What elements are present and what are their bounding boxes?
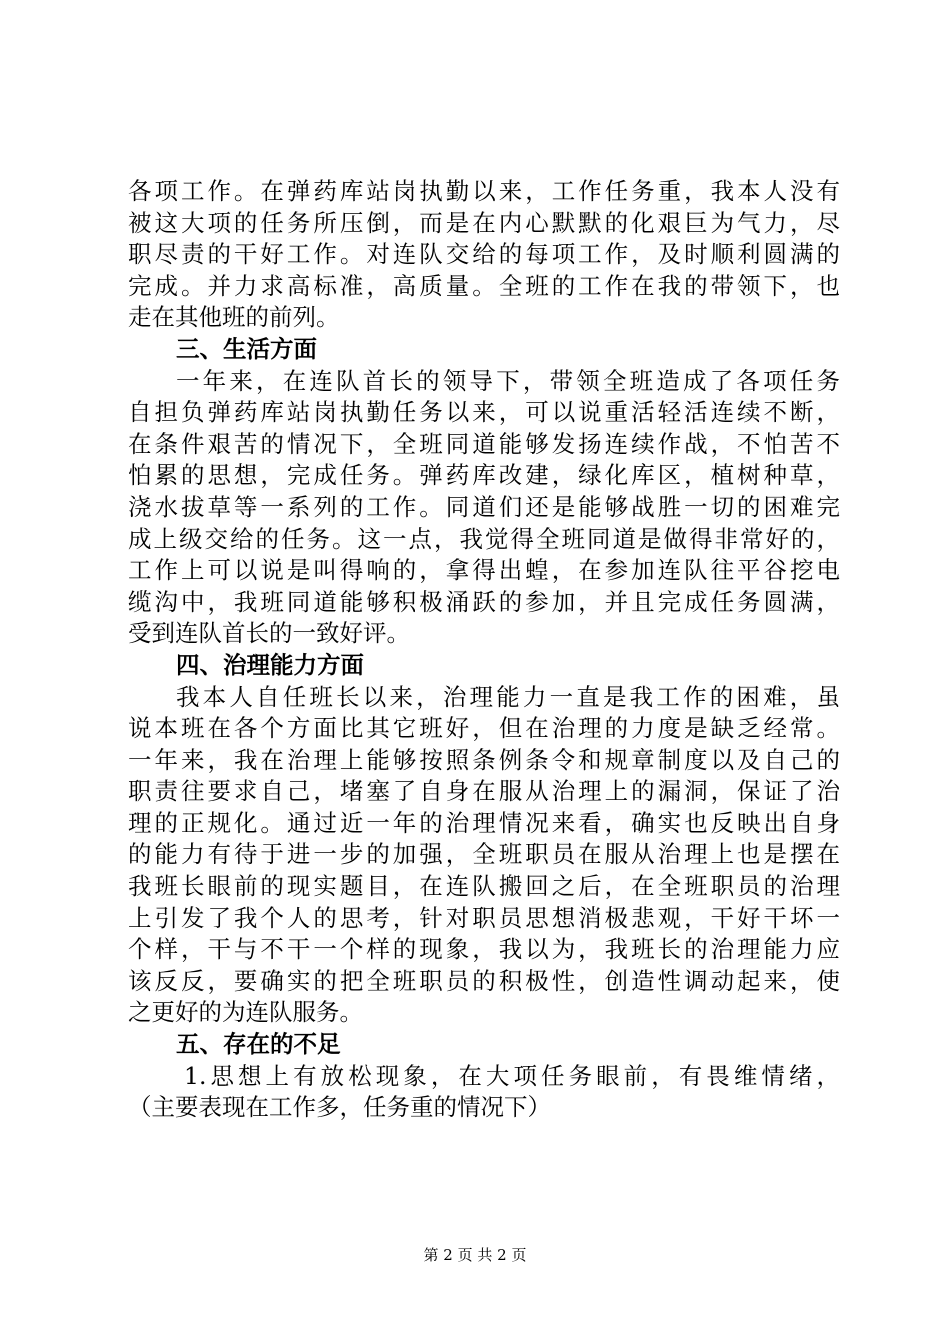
body-text-line: 浇水拔草等一系列的工作。同道们还是能够战胜一切的困难完 — [128, 492, 840, 521]
body-text-line: 说本班在各个方面比其它班好，但在治理的力度是缺乏经常。 — [128, 714, 840, 743]
body-text-line: 的能力有待于进一步的加强，全班职员在服从治理上也是摆在 — [128, 840, 840, 869]
page-footer — [0, 1245, 950, 1265]
body-text-line: 该反反，要确实的把全班职员的积极性，创造性调动起来，使 — [128, 966, 840, 995]
section-heading: 四、治理能力方面 — [176, 650, 364, 679]
body-text-line: 职尽责的干好工作。对连队交给的每项工作，及时顺利圆满的 — [128, 240, 840, 269]
body-text-line: 工作上可以说是叫得响的，拿得出蝗，在参加连队往平谷挖电 — [128, 556, 840, 585]
document-body — [128, 176, 840, 1124]
body-text-line: 走在其他班的前列。 — [128, 303, 340, 332]
body-text-line: 在条件艰苦的情况下，全班同道能够发扬连续作战，不怕苦不 — [128, 429, 840, 458]
body-text-line: 成上级交给的任务。这一点，我觉得全班同道是做得非常好的， — [128, 524, 840, 553]
body-text-line: 缆沟中，我班同道能够积极涌跃的参加，并且完成任务圆满， — [128, 587, 840, 616]
body-text-line: 怕累的思想，完成任务。弹药库改建，绿化库区，植树种草， — [128, 461, 840, 490]
body-text-line: （主要表现在工作多，任务重的情况下） — [128, 1093, 551, 1122]
body-text-line: 各项工作。在弹药库站岗执勤以来，工作任务重，我本人没有 — [128, 177, 840, 205]
body-text-line: 我班长眼前的现实题目，在连队搬回之后，在全班职员的治理 — [128, 872, 840, 901]
body-text-line: 之更好的为连队服务。 — [128, 998, 363, 1027]
body-text-line: 一年来，我在治理上能够按照条例条令和规章制度以及自己的 — [128, 745, 840, 774]
body-text-line: 个样，干与不干一个样的现象，我以为，我班长的治理能力应 — [128, 935, 840, 964]
section-heading: 三、生活方面 — [176, 334, 317, 363]
page-number-label: 第 2 页 共 2 页 — [423, 1246, 527, 1264]
body-text-line: 受到连队首长的一致好评。 — [128, 619, 410, 648]
section-heading: 五、存在的不足 — [176, 1030, 341, 1059]
body-text-line: 职责往要求自己，堵塞了自身在服从治理上的漏洞，保证了治 — [128, 777, 840, 806]
body-text-line: 我本人自任班长以来，治理能力一直是我工作的困难，虽 — [176, 682, 840, 711]
body-text-line: 1.思想上有放松现象，在大项任务眼前，有畏维情绪， — [184, 1061, 840, 1090]
body-text-line: 完成。并力求高标准，高质量。全班的工作在我的带领下，也 — [128, 271, 840, 300]
body-text-line: 被这大项的任务所压倒，而是在内心默默的化艰巨为气力，尽 — [128, 208, 840, 237]
body-text-line: 一年来，在连队首长的领导下，带领全班造成了各项任务 — [176, 366, 840, 395]
body-text-line: 自担负弹药库站岗执勤任务以来，可以说重活轻活连续不断， — [128, 398, 840, 427]
body-text-line: 上引发了我个人的思考，针对职员思想消极悲观，干好干坏一 — [128, 903, 840, 932]
body-text-line: 理的正规化。通过近一年的治理情况来看，确实也反映出自身 — [128, 808, 840, 837]
